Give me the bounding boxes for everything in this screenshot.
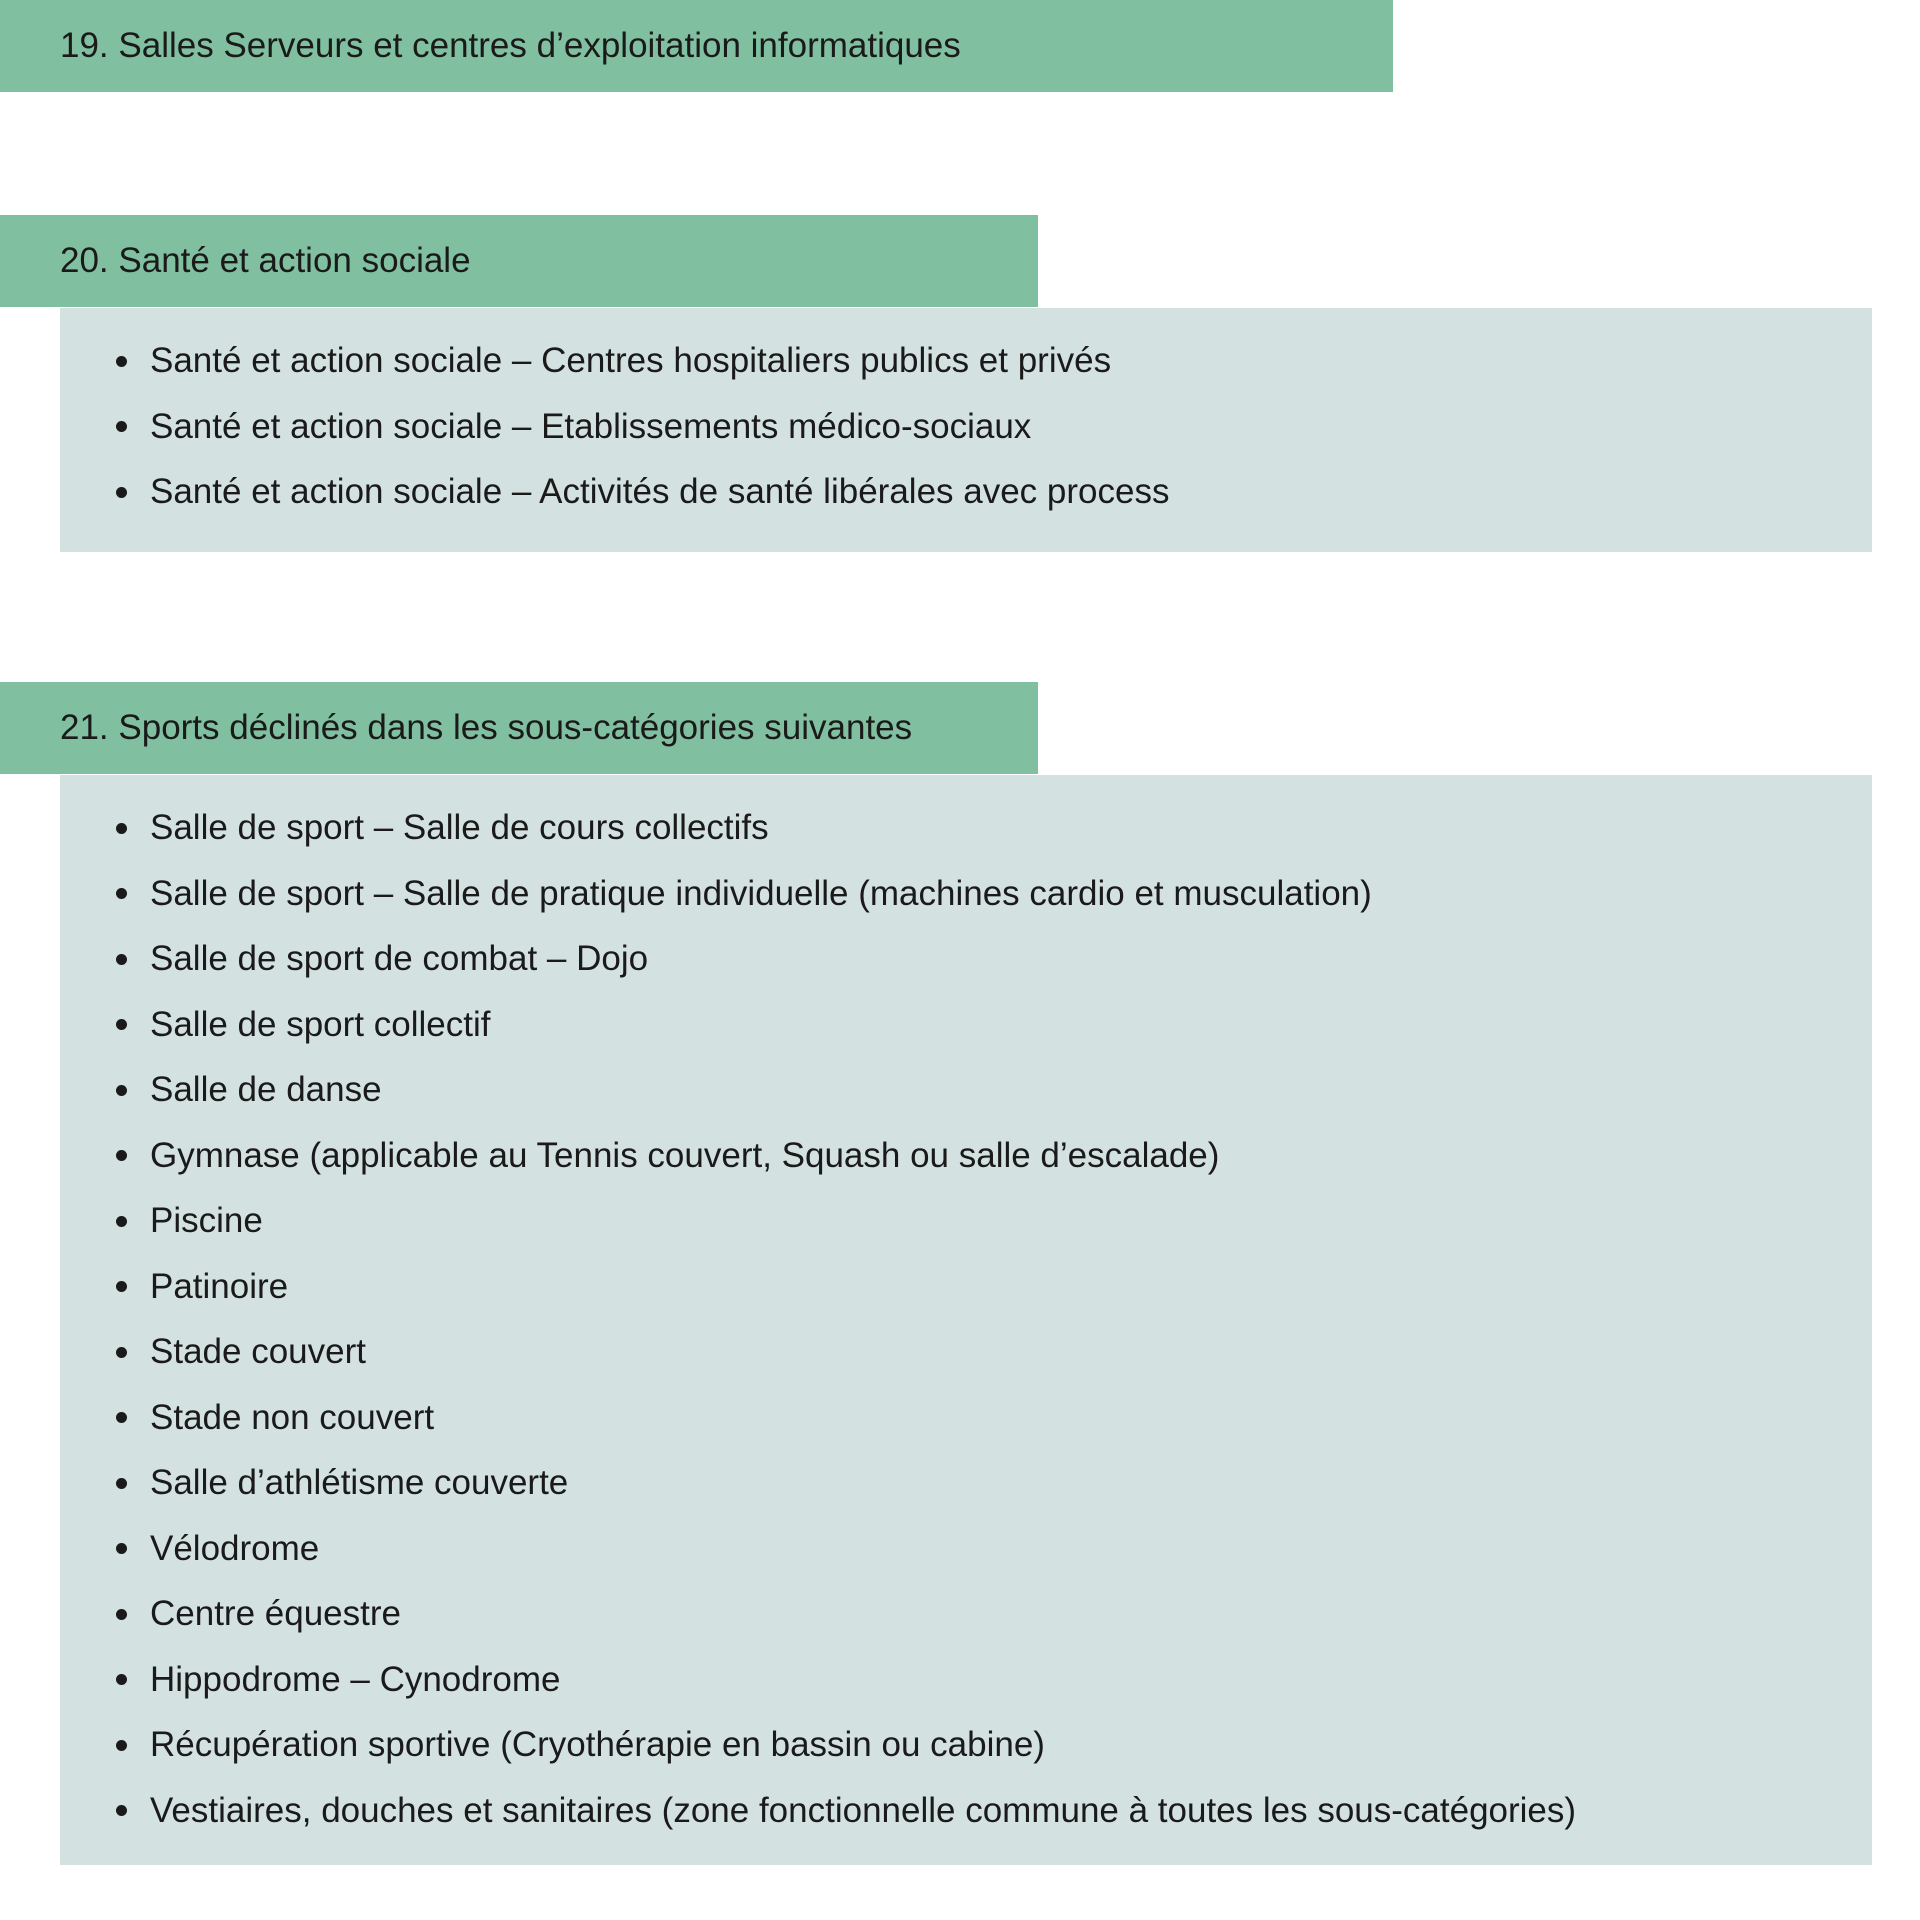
list-item: Vélodrome xyxy=(60,1516,1872,1582)
bullet-icon xyxy=(116,487,127,498)
list-item: Salle d’athlétisme couverte xyxy=(60,1450,1872,1516)
bullet-icon xyxy=(116,1674,127,1685)
bullet-icon xyxy=(116,1543,127,1554)
bullet-icon xyxy=(116,954,127,965)
list-item: Récupération sportive (Cryothérapie en bassin ou cabine) xyxy=(60,1712,1872,1778)
list-item: Salle de danse xyxy=(60,1057,1872,1123)
bullet-icon xyxy=(116,1609,127,1620)
bullet-icon xyxy=(116,823,127,834)
list-item: Salle de sport de combat – Dojo xyxy=(60,926,1872,992)
bullet-icon xyxy=(116,1019,127,1030)
bullet-icon xyxy=(116,1347,127,1358)
bullet-icon xyxy=(116,1478,127,1489)
bullet-icon xyxy=(116,1805,127,1816)
list-item: Salle de sport – Salle de pratique individuelle (machines cardio et musculation) xyxy=(60,861,1872,927)
bullet-icon xyxy=(116,1740,127,1751)
list-item: Vestiaires, douches et sanitaires (zone fonctionnelle commune à toutes les sous-catégories) xyxy=(60,1778,1872,1844)
bullet-icon xyxy=(116,1150,127,1161)
list-item: Gymnase (applicable au Tennis couvert, Squash ou salle d’escalade) xyxy=(60,1123,1872,1189)
section-20-header xyxy=(0,215,1038,307)
section-20-list xyxy=(60,328,1872,525)
list-item: Stade couvert xyxy=(60,1319,1872,1385)
section-19-title: 19. Salles Serveurs et centres d’exploitation informatiques xyxy=(60,26,961,65)
list-item: Stade non couvert xyxy=(60,1385,1872,1451)
bullet-icon xyxy=(116,1085,127,1096)
section-21-title: 21. Sports déclinés dans les sous-catégories suivantes xyxy=(60,708,913,747)
bullet-icon xyxy=(116,356,127,367)
list-item: Santé et action sociale – Activités de santé libérales avec process xyxy=(60,459,1872,525)
bullet-icon xyxy=(116,888,127,899)
list-item: Santé et action sociale – Etablissements médico-sociaux xyxy=(60,394,1872,460)
bullet-icon xyxy=(116,1412,127,1423)
section-19-header xyxy=(0,0,1393,92)
list-item: Santé et action sociale – Centres hospitaliers publics et privés xyxy=(60,328,1872,394)
list-item: Patinoire xyxy=(60,1254,1872,1320)
section-21-list xyxy=(60,795,1872,1843)
section-21-list-panel xyxy=(60,775,1872,1865)
list-item: Salle de sport collectif xyxy=(60,992,1872,1058)
bullet-icon xyxy=(116,1281,127,1292)
section-20-title: 20. Santé et action sociale xyxy=(60,241,471,280)
list-item: Piscine xyxy=(60,1188,1872,1254)
bullet-icon xyxy=(116,421,127,432)
section-21-header xyxy=(0,682,1038,774)
list-item: Hippodrome – Cynodrome xyxy=(60,1647,1872,1713)
bullet-icon xyxy=(116,1216,127,1227)
section-20-list-panel xyxy=(60,308,1872,552)
list-item: Centre équestre xyxy=(60,1581,1872,1647)
list-item: Salle de sport – Salle de cours collectifs xyxy=(60,795,1872,861)
